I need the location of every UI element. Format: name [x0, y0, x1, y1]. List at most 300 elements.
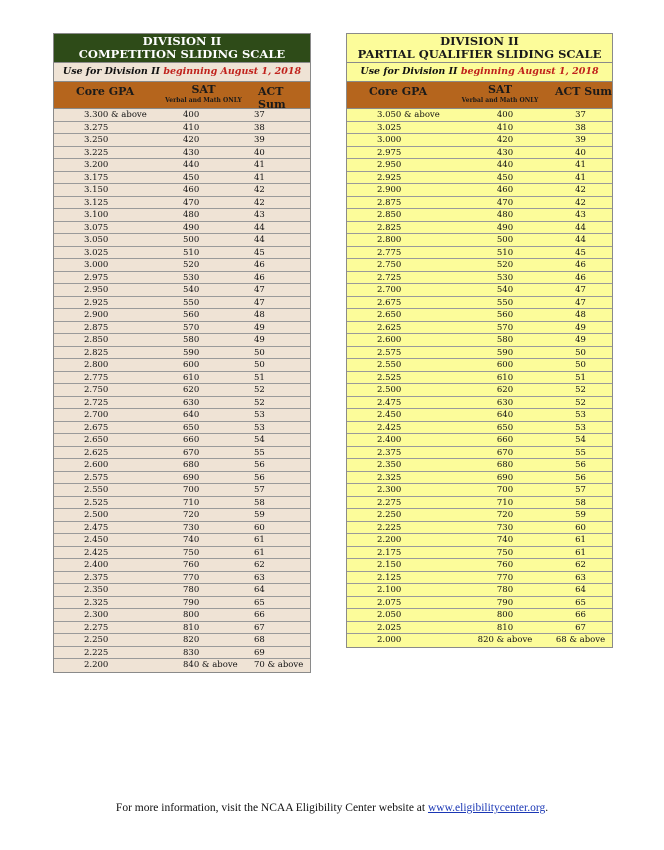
gpa-cell: 2.575: [377, 347, 402, 358]
sat-cell: 640: [183, 410, 200, 420]
subtitle-date: beginning August 1, 2018: [163, 66, 302, 77]
table-row: [347, 334, 612, 347]
gpa-cell: 2.450: [377, 410, 402, 420]
act-cell: 41: [575, 172, 586, 183]
table-row: [347, 472, 612, 485]
sat-cell: 420: [496, 135, 514, 145]
table-row: [54, 109, 310, 122]
table-row: [347, 409, 612, 422]
gpa-cell: 3.300 & above: [84, 110, 147, 120]
gpa-cell: 2.000: [377, 635, 402, 645]
gpa-cell: 3.050: [84, 235, 109, 245]
sat-cell: 470: [496, 197, 514, 208]
act-cell: 43: [254, 210, 265, 220]
table-row: [54, 247, 310, 260]
gpa-cell: 2.400: [377, 435, 402, 445]
sat-cell: 710: [183, 497, 200, 508]
gpa-cell: 2.225: [377, 522, 402, 533]
gpa-cell: 2.425: [84, 547, 109, 558]
table-row: [54, 397, 310, 410]
gpa-cell: 2.725: [84, 397, 109, 408]
sat-cell: 520: [183, 260, 200, 270]
act-cell: 54: [575, 435, 586, 445]
gpa-cell: 2.200: [84, 660, 109, 670]
sat-cell: 670: [496, 447, 514, 458]
table-row: [347, 134, 612, 147]
gpa-cell: 3.200: [84, 160, 109, 170]
gpa-cell: 2.075: [377, 597, 402, 608]
act-cell: 47: [254, 297, 265, 308]
act-cell: 60: [254, 522, 265, 533]
sat-cell: 830: [183, 647, 200, 658]
act-cell: 46: [254, 272, 265, 283]
table-row: [54, 472, 310, 485]
table-row: [347, 447, 612, 460]
table-title: [347, 34, 612, 63]
sat-cell: 720: [496, 510, 514, 520]
col-header-gpa: Core GPA: [369, 85, 428, 98]
act-cell: 45: [254, 247, 265, 258]
act-cell: 45: [575, 247, 586, 258]
act-cell: 64: [575, 585, 586, 595]
sat-cell: 790: [183, 597, 200, 608]
table-row: [347, 372, 612, 385]
sat-cell: 630: [183, 397, 200, 408]
table-row: [54, 409, 310, 422]
table-row: [347, 272, 612, 285]
table-row: [347, 522, 612, 535]
table-row: [54, 547, 310, 560]
table-subtitle: [347, 63, 612, 82]
sat-cell: 570: [496, 322, 514, 333]
gpa-cell: 2.950: [377, 160, 402, 170]
gpa-cell: 2.675: [377, 297, 402, 308]
sat-cell: 550: [496, 297, 514, 308]
gpa-cell: 2.550: [84, 485, 109, 495]
sat-cell: 540: [183, 285, 200, 295]
sat-cell: 570: [183, 322, 200, 333]
act-cell: 58: [254, 497, 265, 508]
act-cell: 53: [254, 422, 265, 433]
gpa-cell: 3.000: [377, 135, 402, 145]
sat-cell: 730: [496, 522, 514, 533]
sat-cell: 510: [496, 247, 514, 258]
table-row: [54, 647, 310, 660]
act-cell: 52: [575, 385, 586, 395]
table-row: [54, 359, 310, 372]
act-cell: 38: [575, 122, 586, 133]
table-row: [347, 222, 612, 235]
sat-cell: 420: [183, 135, 200, 145]
gpa-cell: 2.150: [377, 560, 402, 570]
table-row: [347, 234, 612, 247]
sat-cell: 510: [183, 247, 200, 258]
gpa-cell: 2.825: [84, 347, 109, 358]
sat-cell: 400: [496, 110, 514, 120]
gpa-cell: 2.200: [377, 535, 402, 545]
sat-cell: 610: [496, 372, 514, 383]
gpa-cell: 3.250: [84, 135, 109, 145]
sat-cell: 410: [496, 122, 514, 133]
table-row: [347, 584, 612, 597]
gpa-cell: 3.150: [84, 185, 109, 195]
sat-cell: 760: [496, 560, 514, 570]
gpa-cell: 2.125: [377, 572, 402, 583]
act-cell: 59: [254, 510, 265, 520]
gpa-cell: 2.375: [84, 572, 109, 583]
gpa-cell: 2.050: [377, 610, 402, 620]
title-line-2: COMPETITION SLIDING SCALE: [78, 47, 286, 61]
act-cell: 49: [254, 335, 265, 345]
sat-cell: 700: [183, 485, 200, 495]
act-cell: 52: [575, 397, 586, 408]
sat-cell: 610: [183, 372, 200, 383]
sat-cell: 710: [496, 497, 514, 508]
title-line-1: DIVISION II: [142, 34, 222, 48]
gpa-cell: 2.250: [377, 510, 402, 520]
table-row: [347, 572, 612, 585]
act-cell: 63: [575, 572, 586, 583]
table-row: [54, 609, 310, 622]
table-row: [347, 197, 612, 210]
act-cell: 56: [254, 460, 265, 470]
act-cell: 50: [575, 347, 586, 358]
gpa-cell: 2.600: [84, 460, 109, 470]
sat-cell: 840 & above: [183, 660, 238, 670]
sat-cell: 580: [183, 335, 200, 345]
table-row: [54, 497, 310, 510]
gpa-cell: 2.725: [377, 272, 402, 283]
table-row: [347, 547, 612, 560]
table-row: [347, 359, 612, 372]
gpa-cell: 2.475: [84, 522, 109, 533]
col-header-gpa: Core GPA: [76, 85, 135, 98]
sat-cell: 640: [496, 410, 514, 420]
gpa-cell: 2.525: [84, 497, 109, 508]
table-row: [54, 434, 310, 447]
col-header-sat-label: SAT: [191, 83, 216, 96]
sat-cell: 720: [183, 510, 200, 520]
sat-cell: 440: [496, 160, 514, 170]
gpa-cell: 2.650: [377, 310, 402, 320]
act-cell: 49: [575, 322, 586, 333]
sat-cell: 680: [496, 460, 514, 470]
sat-cell: 780: [183, 585, 200, 595]
gpa-cell: 2.975: [84, 272, 109, 283]
footer-text: For more information, visit the NCAA Eligibility Center website at: [115, 802, 428, 814]
sat-cell: 560: [183, 310, 200, 320]
table-row: [54, 159, 310, 172]
table-row: [54, 334, 310, 347]
sat-cell: 530: [496, 272, 514, 283]
table-row: [54, 622, 310, 635]
act-cell: 59: [575, 510, 586, 520]
gpa-cell: 2.325: [84, 597, 109, 608]
act-cell: 65: [254, 597, 265, 608]
sat-cell: 690: [183, 472, 200, 483]
sat-cell: 500: [183, 235, 200, 245]
act-cell: 41: [254, 160, 265, 170]
gpa-cell: 3.075: [84, 222, 109, 233]
sat-cell: 690: [496, 472, 514, 483]
sat-cell: 770: [496, 572, 514, 583]
table-row: [347, 122, 612, 135]
act-cell: 54: [254, 435, 265, 445]
gpa-cell: 2.300: [84, 610, 109, 620]
act-cell: 60: [575, 522, 586, 533]
act-cell: 53: [254, 410, 265, 420]
table-subtitle: [54, 63, 310, 82]
sat-cell: 600: [496, 360, 514, 370]
gpa-cell: 2.925: [84, 297, 109, 308]
act-cell: 67: [254, 622, 265, 633]
table-row: [54, 122, 310, 135]
table-row: [347, 172, 612, 185]
sat-cell: 780: [496, 585, 514, 595]
act-cell: 44: [575, 235, 586, 245]
table-row: [347, 159, 612, 172]
sat-cell: 660: [183, 435, 200, 445]
gpa-cell: 2.275: [377, 497, 402, 508]
competition-sliding-scale-table: [53, 33, 311, 673]
act-cell: 46: [254, 260, 265, 270]
gpa-cell: 2.775: [377, 247, 402, 258]
sat-cell: 430: [183, 147, 200, 158]
sat-cell: 790: [496, 597, 514, 608]
sat-cell: 530: [183, 272, 200, 283]
sat-cell: 480: [183, 210, 200, 220]
table-row: [54, 372, 310, 385]
sat-cell: 630: [496, 397, 514, 408]
table-row: [347, 384, 612, 397]
subtitle-date: beginning August 1, 2018: [460, 66, 599, 77]
gpa-cell: 2.550: [377, 360, 402, 370]
sat-cell: 600: [183, 360, 200, 370]
gpa-cell: 3.000: [84, 260, 109, 270]
act-cell: 40: [575, 147, 586, 158]
gpa-cell: 2.575: [84, 472, 109, 483]
sat-cell: 740: [496, 535, 514, 545]
sat-cell: 680: [183, 460, 200, 470]
gpa-cell: 2.275: [84, 622, 109, 633]
gpa-cell: 2.425: [377, 422, 402, 433]
act-cell: 46: [575, 272, 586, 283]
act-cell: 52: [254, 397, 265, 408]
table-row: [347, 322, 612, 335]
table-row: [54, 209, 310, 222]
gpa-cell: 3.025: [377, 122, 402, 133]
eligibility-center-link[interactable]: www.eligibilitycenter.org: [427, 802, 546, 814]
gpa-cell: 2.650: [84, 435, 109, 445]
sat-cell: 430: [496, 147, 514, 158]
table-row: [54, 447, 310, 460]
act-cell: 66: [254, 610, 265, 620]
gpa-cell: 2.700: [84, 410, 109, 420]
gpa-cell: 2.675: [84, 422, 109, 433]
gpa-cell: 2.350: [84, 585, 109, 595]
table-row: [347, 534, 612, 547]
col-header-sat: [451, 82, 549, 108]
act-cell: 62: [575, 560, 586, 570]
gpa-cell: 2.175: [377, 547, 402, 558]
table-row: [54, 484, 310, 497]
sat-cell: 700: [496, 485, 514, 495]
act-cell: 42: [254, 197, 265, 208]
act-cell: 61: [254, 547, 265, 558]
gpa-cell: 2.825: [377, 222, 402, 233]
table-row: [54, 272, 310, 285]
sat-cell: 650: [496, 422, 514, 433]
act-cell: 69: [254, 647, 265, 658]
table-row: [347, 484, 612, 497]
footer-period: .: [545, 802, 549, 814]
table-row: [54, 384, 310, 397]
act-cell: 68: [254, 635, 265, 645]
sat-cell: 460: [183, 185, 200, 195]
sat-cell: 650: [183, 422, 200, 433]
table-row: [347, 597, 612, 610]
sat-cell: 750: [183, 547, 200, 558]
gpa-cell: 2.500: [377, 385, 402, 395]
table-row: [54, 634, 310, 647]
act-cell: 61: [575, 535, 586, 545]
table-row: [347, 109, 612, 122]
table-row: [54, 309, 310, 322]
gpa-cell: 2.625: [84, 447, 109, 458]
act-cell: 56: [575, 472, 586, 483]
table-row: [347, 559, 612, 572]
act-cell: 47: [575, 297, 586, 308]
gpa-cell: 2.350: [377, 460, 402, 470]
sat-cell: 820 & above: [477, 635, 533, 645]
act-cell: 56: [254, 472, 265, 483]
col-header-sat-note: Verbal and Math ONLY: [461, 97, 539, 104]
sat-cell: 440: [183, 160, 200, 170]
table-row: [54, 197, 310, 210]
table-row: [54, 347, 310, 360]
sat-cell: 490: [496, 222, 514, 233]
table-row: [347, 209, 612, 222]
gpa-cell: 2.525: [377, 372, 402, 383]
table-row: [54, 572, 310, 585]
act-cell: 38: [254, 122, 265, 133]
gpa-cell: 2.375: [377, 447, 402, 458]
gpa-cell: 2.875: [377, 197, 402, 208]
sat-cell: 400: [183, 110, 200, 120]
table-row: [54, 172, 310, 185]
sat-cell: 410: [183, 122, 200, 133]
sat-cell: 810: [183, 622, 200, 633]
sat-cell: 550: [183, 297, 200, 308]
table-row: [54, 222, 310, 235]
act-cell: 41: [575, 160, 586, 170]
act-cell: 70 & above: [254, 660, 304, 670]
gpa-cell: 2.900: [84, 310, 109, 320]
gpa-cell: 2.850: [84, 335, 109, 345]
table-row: [347, 422, 612, 435]
sat-cell: 450: [183, 172, 200, 183]
sat-cell: 750: [496, 547, 514, 558]
act-cell: 37: [575, 110, 586, 120]
sat-cell: 450: [496, 172, 514, 183]
act-cell: 51: [254, 372, 265, 383]
gpa-cell: 2.750: [84, 385, 109, 395]
table-row: [54, 234, 310, 247]
act-cell: 49: [254, 322, 265, 333]
table-body: [54, 109, 310, 672]
table-row: [347, 497, 612, 510]
gpa-cell: 2.325: [377, 472, 402, 483]
table-row: [347, 622, 612, 635]
table-row: [54, 184, 310, 197]
sat-cell: 810: [496, 622, 514, 633]
footer-note: [0, 802, 664, 814]
act-cell: 63: [254, 572, 265, 583]
sat-cell: 520: [496, 260, 514, 270]
table-row: [347, 284, 612, 297]
sat-cell: 660: [496, 435, 514, 445]
table-row: [347, 434, 612, 447]
act-cell: 55: [254, 447, 265, 458]
act-cell: 57: [254, 485, 265, 495]
act-cell: 41: [254, 172, 265, 183]
sat-cell: 590: [496, 347, 514, 358]
gpa-cell: 2.100: [377, 585, 402, 595]
act-cell: 44: [254, 222, 265, 233]
table-row: [347, 309, 612, 322]
table-row: [54, 559, 310, 572]
table-row: [347, 509, 612, 522]
act-cell: 50: [254, 347, 265, 358]
act-cell: 48: [254, 310, 265, 320]
table-row: [347, 609, 612, 622]
table-row: [54, 297, 310, 310]
gpa-cell: 3.125: [84, 197, 109, 208]
gpa-cell: 2.475: [377, 397, 402, 408]
table-row: [54, 659, 310, 672]
act-cell: 43: [575, 210, 586, 220]
table-row: [347, 634, 612, 647]
sat-cell: 730: [183, 522, 200, 533]
act-cell: 64: [254, 585, 265, 595]
act-cell: 57: [575, 485, 586, 495]
act-cell: 50: [254, 360, 265, 370]
table-row: [54, 584, 310, 597]
act-cell: 61: [254, 535, 265, 545]
gpa-cell: 3.100: [84, 210, 109, 220]
table-row: [347, 184, 612, 197]
gpa-cell: 2.300: [377, 485, 402, 495]
sat-cell: 540: [496, 285, 514, 295]
act-cell: 39: [575, 135, 586, 145]
gpa-cell: 2.250: [84, 635, 109, 645]
table-row: [347, 259, 612, 272]
column-header-row: [347, 82, 612, 109]
act-cell: 51: [575, 372, 586, 383]
gpa-cell: 2.400: [84, 560, 109, 570]
act-cell: 61: [575, 547, 586, 558]
sat-cell: 670: [183, 447, 200, 458]
gpa-cell: 2.800: [84, 360, 109, 370]
sat-cell: 590: [183, 347, 200, 358]
table-row: [54, 534, 310, 547]
act-cell: 42: [575, 185, 586, 195]
partial-qualifier-sliding-scale-table: [346, 33, 613, 648]
table-row: [347, 459, 612, 472]
sat-cell: 740: [183, 535, 200, 545]
sat-cell: 770: [183, 572, 200, 583]
act-cell: 47: [254, 285, 265, 295]
